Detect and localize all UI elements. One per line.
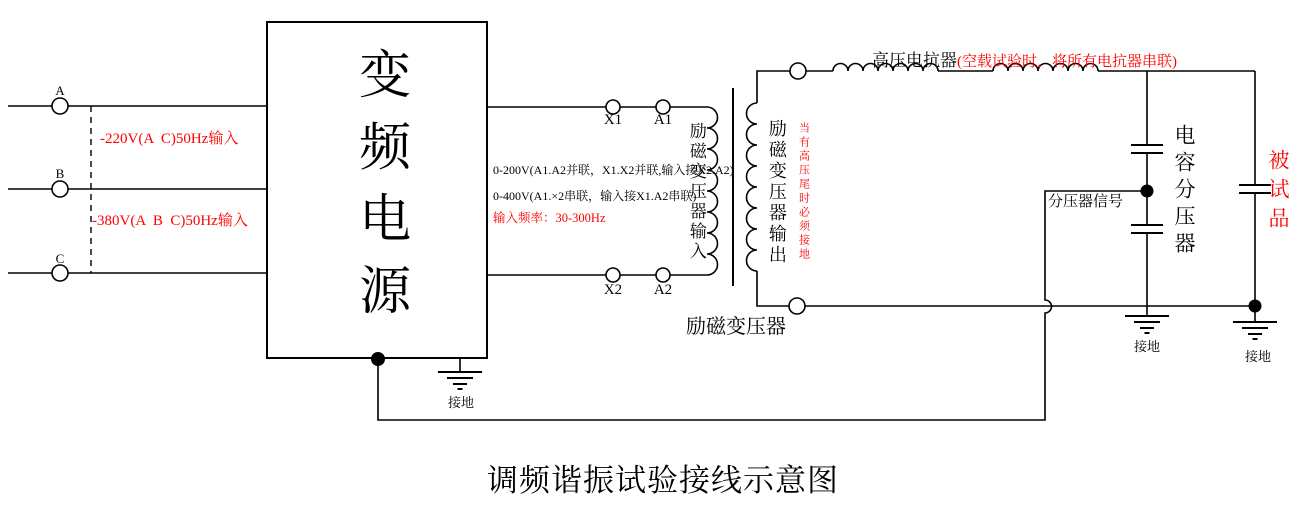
terminal-a-label: A xyxy=(55,83,65,98)
output-top-terminal-icon xyxy=(790,63,806,79)
divider-signal-label: 分压器信号 xyxy=(1048,194,1124,210)
diagram-title: 调频谐振试验接线示意图 xyxy=(487,463,839,498)
wiring-note-frequency: 输入频率：30-300Hz xyxy=(493,211,606,225)
ground-label-divider: 接地 xyxy=(1133,339,1160,354)
ground-icon-power xyxy=(438,372,482,389)
transformer-input-label: 励磁变压器输入 xyxy=(686,122,706,262)
transformer-output-winding-icon xyxy=(747,103,758,271)
voltage-note-380: -380V(A B C)50Hz输入 xyxy=(92,213,248,229)
terminal-a1-label: A1 xyxy=(653,112,673,128)
reactor-note: (空载试验时，将所有电抗器串联) xyxy=(957,53,1177,70)
capacitive-divider-label: 电容分压器 xyxy=(1172,124,1197,259)
ground-icon-test xyxy=(1233,322,1277,339)
terminal-b-icon xyxy=(52,181,68,197)
ground-label-power: 接地 xyxy=(447,395,474,410)
divider-capacitor-icon-2 xyxy=(1131,225,1163,233)
ground-label-test: 接地 xyxy=(1244,349,1271,364)
hv-tail-ground-warning: 当有高压尾时必须接地 xyxy=(797,122,810,262)
terminal-x2-icon xyxy=(606,268,620,282)
terminal-a-icon xyxy=(52,98,68,114)
terminal-c-label: C xyxy=(55,251,65,266)
divider-capacitor-icon-1 xyxy=(1131,145,1163,153)
reactor-label-row xyxy=(855,34,1177,88)
terminal-c-icon xyxy=(52,265,68,281)
wiring-note-2: 0-400V(A1.×2串联，输入接X1.A2串联) xyxy=(493,189,697,203)
reactor-label: 高压电抗器 xyxy=(872,50,957,70)
terminal-a2-label: A2 xyxy=(653,282,673,298)
terminal-x2-label: X2 xyxy=(603,282,623,298)
transformer-name-label: 励磁变压器 xyxy=(686,316,786,338)
ground-icon-divider xyxy=(1125,316,1169,333)
terminal-a2-icon xyxy=(656,268,670,282)
terminal-b-label: B xyxy=(55,166,65,181)
wiring-note-1: 0-200V(A1.A2并联，X1.X2并联,输入接X2.A2) xyxy=(493,163,734,177)
voltage-note-220: -220V(A C)50Hz输入 xyxy=(100,131,239,147)
junction-dot-power xyxy=(371,352,385,366)
transformer-output-label: 励磁变压器输出 xyxy=(766,119,787,266)
test-object-label: 被试品 xyxy=(1266,149,1291,236)
power-source-label: 变频电源 xyxy=(350,47,408,335)
transformer-input-winding-icon xyxy=(707,107,718,275)
output-bottom-terminal-icon xyxy=(789,298,805,314)
junction-dot-signal xyxy=(1141,185,1154,198)
terminal-x1-label: X1 xyxy=(603,112,623,128)
junction-dot-test xyxy=(1249,300,1262,313)
